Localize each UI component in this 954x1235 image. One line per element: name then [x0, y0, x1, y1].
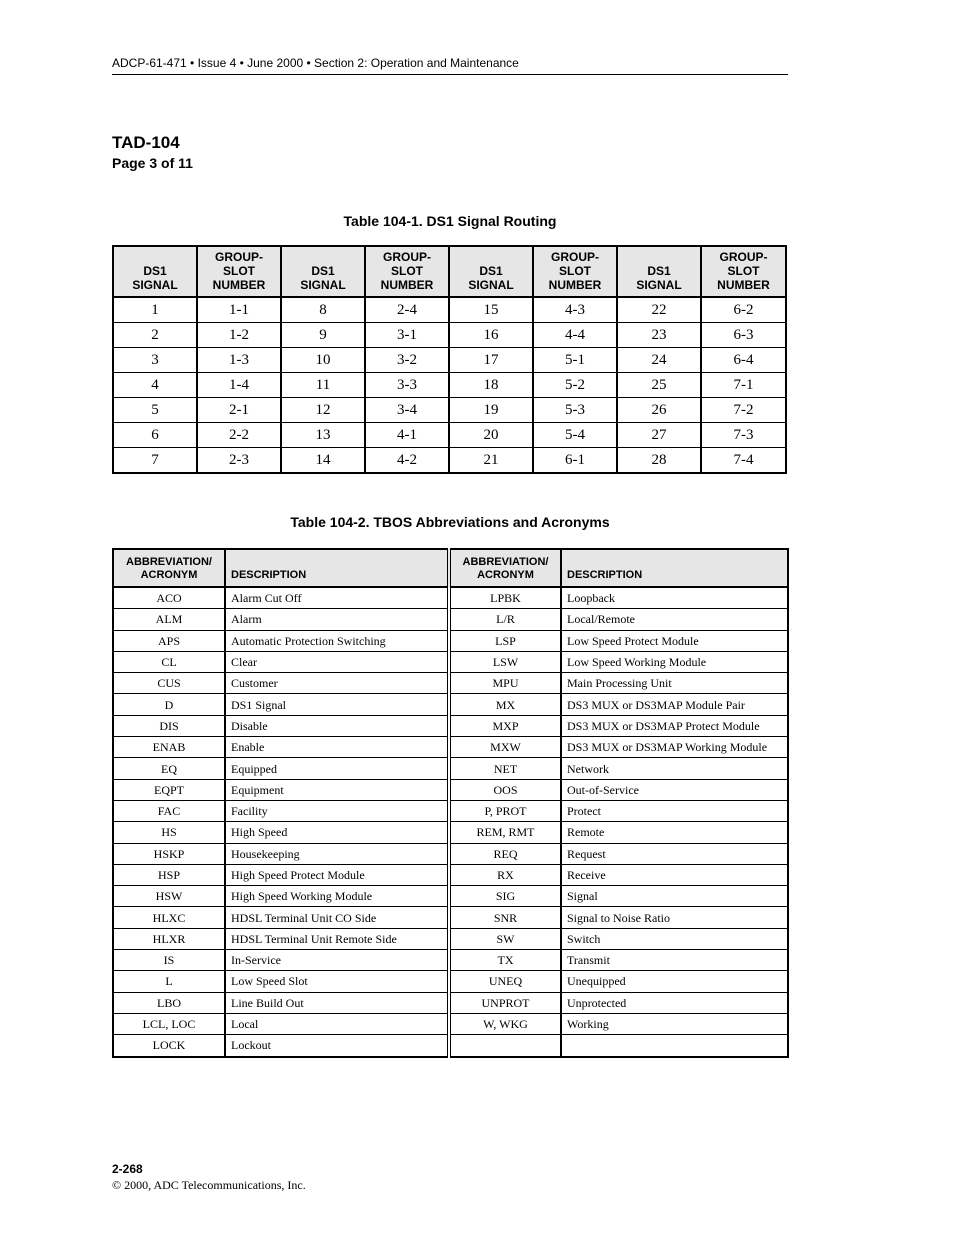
description-cell: DS3 MUX or DS3MAP Protect Module: [561, 715, 788, 736]
group-slot-cell: 6-4: [701, 348, 786, 373]
abbreviation-cell: HSKP: [113, 843, 225, 864]
group-slot-cell: 1-4: [197, 373, 281, 398]
table-row: [113, 992, 788, 1013]
group-slot-cell: 7-3: [701, 423, 786, 448]
abbreviation-cell: LBO: [113, 992, 225, 1013]
description-cell: Local: [225, 1013, 449, 1034]
group-slot-cell: 2-3: [197, 448, 281, 474]
group-slot-cell: 4-2: [365, 448, 449, 474]
column-header-group-slot-number: GROUP- SLOT NUMBER: [701, 246, 786, 297]
abbreviation-cell: APS: [113, 630, 225, 651]
ds1-signal-cell: 23: [617, 323, 701, 348]
description-cell: Remote: [561, 822, 788, 843]
description-cell: Loopback: [561, 587, 788, 609]
column-header-ds1-signal: DS1 SIGNAL: [617, 246, 701, 297]
abbreviation-cell: MPU: [449, 673, 561, 694]
table-row: [113, 651, 788, 672]
description-cell: Signal to Noise Ratio: [561, 907, 788, 928]
table-row: [113, 398, 786, 423]
ds1-signal-cell: 16: [449, 323, 533, 348]
ds1-signal-cell: 11: [281, 373, 365, 398]
description-cell: High Speed: [225, 822, 449, 843]
description-cell: Line Build Out: [225, 992, 449, 1013]
description-cell: In-Service: [225, 950, 449, 971]
description-cell: Equipped: [225, 758, 449, 779]
tbos-abbreviations-table: [112, 548, 789, 1058]
description-cell: Working: [561, 1013, 788, 1034]
abbreviation-cell: NET: [449, 758, 561, 779]
abbreviation-cell: CUS: [113, 673, 225, 694]
column-header-group-slot-number: GROUP- SLOT NUMBER: [533, 246, 617, 297]
abbreviation-cell: CL: [113, 651, 225, 672]
abbreviation-cell: RX: [449, 864, 561, 885]
description-cell: Alarm: [225, 609, 449, 630]
ds1-signal-cell: 15: [449, 297, 533, 323]
table-row: [113, 779, 788, 800]
ds1-signal-cell: 13: [281, 423, 365, 448]
description-cell: Protect: [561, 800, 788, 821]
abbreviation-cell: MX: [449, 694, 561, 715]
table-row: [113, 1013, 788, 1034]
table-row: [113, 822, 788, 843]
description-cell: Enable: [225, 737, 449, 758]
table-row: [113, 758, 788, 779]
abbreviation-cell: MXW: [449, 737, 561, 758]
abbreviation-cell: HSP: [113, 864, 225, 885]
abbreviation-cell: HS: [113, 822, 225, 843]
description-cell: Low Speed Working Module: [561, 651, 788, 672]
description-cell: Low Speed Slot: [225, 971, 449, 992]
abbreviation-cell: SW: [449, 928, 561, 949]
abbreviation-cell: HLXR: [113, 928, 225, 949]
abbreviation-cell: W, WKG: [449, 1013, 561, 1034]
table-row: [113, 843, 788, 864]
table-row: [113, 907, 788, 928]
description-cell: Unequipped: [561, 971, 788, 992]
column-header-group-slot-number: GROUP- SLOT NUMBER: [197, 246, 281, 297]
ds1-signal-cell: 20: [449, 423, 533, 448]
description-cell: Switch: [561, 928, 788, 949]
table-row: [113, 348, 786, 373]
table-row: [113, 1035, 788, 1057]
group-slot-cell: 5-1: [533, 348, 617, 373]
column-header-abbreviation: ABBREVIATION/ ACRONYM: [113, 549, 225, 587]
abbreviation-cell: SNR: [449, 907, 561, 928]
description-cell: Disable: [225, 715, 449, 736]
ds1-signal-cell: 25: [617, 373, 701, 398]
column-header-ds1-signal: DS1 SIGNAL: [113, 246, 197, 297]
group-slot-cell: 2-4: [365, 297, 449, 323]
description-cell: DS3 MUX or DS3MAP Module Pair: [561, 694, 788, 715]
group-slot-cell: 6-1: [533, 448, 617, 474]
column-header-ds1-signal: DS1 SIGNAL: [281, 246, 365, 297]
description-cell: Transmit: [561, 950, 788, 971]
abbr-table-body: [113, 587, 788, 1057]
abbr-header-row: [113, 549, 788, 587]
abbreviation-cell: HSW: [113, 886, 225, 907]
table-row: [113, 971, 788, 992]
ds1-signal-cell: 1: [113, 297, 197, 323]
table-row: [113, 609, 788, 630]
ds1-signal-cell: 7: [113, 448, 197, 474]
abbreviation-cell: EQPT: [113, 779, 225, 800]
abbreviation-cell: LSW: [449, 651, 561, 672]
description-cell: High Speed Working Module: [225, 886, 449, 907]
ds1-signal-cell: 26: [617, 398, 701, 423]
ds1-table-body: [113, 297, 786, 473]
description-cell: HDSL Terminal Unit CO Side: [225, 907, 449, 928]
description-cell: Clear: [225, 651, 449, 672]
description-cell: Facility: [225, 800, 449, 821]
group-slot-cell: 6-3: [701, 323, 786, 348]
abbreviation-cell: D: [113, 694, 225, 715]
abbreviation-cell: TX: [449, 950, 561, 971]
group-slot-cell: 7-1: [701, 373, 786, 398]
group-slot-cell: 5-4: [533, 423, 617, 448]
ds1-signal-cell: 27: [617, 423, 701, 448]
column-header-description: DESCRIPTION: [225, 549, 449, 587]
table-row: [113, 694, 788, 715]
description-cell: High Speed Protect Module: [225, 864, 449, 885]
table-row: [113, 630, 788, 651]
table-row: [113, 864, 788, 885]
abbreviation-cell: L/R: [449, 609, 561, 630]
description-cell: Automatic Protection Switching: [225, 630, 449, 651]
group-slot-cell: 5-3: [533, 398, 617, 423]
description-cell: [561, 1035, 788, 1057]
group-slot-cell: 3-3: [365, 373, 449, 398]
abbreviation-cell: [449, 1035, 561, 1057]
table-row: [113, 928, 788, 949]
ds1-header-row: [113, 246, 786, 297]
table-row: [113, 737, 788, 758]
ds1-signal-cell: 4: [113, 373, 197, 398]
group-slot-cell: 1-2: [197, 323, 281, 348]
group-slot-cell: 7-4: [701, 448, 786, 474]
group-slot-cell: 3-4: [365, 398, 449, 423]
group-slot-cell: 3-2: [365, 348, 449, 373]
ds1-signal-cell: 9: [281, 323, 365, 348]
table-row: [113, 715, 788, 736]
ds1-signal-cell: 21: [449, 448, 533, 474]
description-cell: Alarm Cut Off: [225, 587, 449, 609]
document-id: TAD-104: [112, 133, 180, 152]
description-cell: Equipment: [225, 779, 449, 800]
abbreviation-cell: LSP: [449, 630, 561, 651]
abbreviation-cell: IS: [113, 950, 225, 971]
abbreviation-cell: FAC: [113, 800, 225, 821]
description-cell: Network: [561, 758, 788, 779]
ds1-signal-cell: 17: [449, 348, 533, 373]
ds1-signal-cell: 22: [617, 297, 701, 323]
column-header-group-slot-number: GROUP- SLOT NUMBER: [365, 246, 449, 297]
abbreviation-cell: UNPROT: [449, 992, 561, 1013]
abbreviation-cell: LOCK: [113, 1035, 225, 1057]
ds1-signal-cell: 18: [449, 373, 533, 398]
group-slot-cell: 4-4: [533, 323, 617, 348]
ds1-signal-cell: 19: [449, 398, 533, 423]
table-row: [113, 886, 788, 907]
description-cell: Customer: [225, 673, 449, 694]
abbreviation-cell: UNEQ: [449, 971, 561, 992]
description-cell: Signal: [561, 886, 788, 907]
description-cell: Low Speed Protect Module: [561, 630, 788, 651]
table-row: [113, 423, 786, 448]
table-row: [113, 950, 788, 971]
ds1-table-title: Table 104-1. DS1 Signal Routing: [343, 213, 557, 229]
table-row: [113, 800, 788, 821]
abbreviation-cell: REQ: [449, 843, 561, 864]
description-cell: Unprotected: [561, 992, 788, 1013]
table-row: [113, 673, 788, 694]
page-indicator: Page 3 of 11: [112, 155, 193, 171]
abbreviation-cell: ACO: [113, 587, 225, 609]
group-slot-cell: 7-2: [701, 398, 786, 423]
column-header-abbreviation: ABBREVIATION/ ACRONYM: [449, 549, 561, 587]
header-rule: [112, 74, 788, 75]
group-slot-cell: 4-1: [365, 423, 449, 448]
description-cell: Request: [561, 843, 788, 864]
ds1-signal-cell: 3: [113, 348, 197, 373]
ds1-signal-cell: 2: [113, 323, 197, 348]
group-slot-cell: 6-2: [701, 297, 786, 323]
ds1-signal-cell: 8: [281, 297, 365, 323]
ds1-signal-cell: 5: [113, 398, 197, 423]
abbreviation-cell: ENAB: [113, 737, 225, 758]
abbreviation-cell: LCL, LOC: [113, 1013, 225, 1034]
group-slot-cell: 2-1: [197, 398, 281, 423]
description-cell: DS1 Signal: [225, 694, 449, 715]
ds1-signal-cell: 28: [617, 448, 701, 474]
ds1-signal-routing-table: [112, 245, 787, 474]
description-cell: Local/Remote: [561, 609, 788, 630]
abbreviation-cell: ALM: [113, 609, 225, 630]
ds1-signal-cell: 14: [281, 448, 365, 474]
abbreviation-cell: DIS: [113, 715, 225, 736]
abbr-table-title: Table 104-2. TBOS Abbreviations and Acronyms: [290, 514, 610, 530]
group-slot-cell: 3-1: [365, 323, 449, 348]
table-row: [113, 297, 786, 323]
group-slot-cell: 1-3: [197, 348, 281, 373]
group-slot-cell: 5-2: [533, 373, 617, 398]
description-cell: HDSL Terminal Unit Remote Side: [225, 928, 449, 949]
group-slot-cell: 2-2: [197, 423, 281, 448]
ds1-signal-cell: 12: [281, 398, 365, 423]
abbreviation-cell: OOS: [449, 779, 561, 800]
description-cell: Lockout: [225, 1035, 449, 1057]
abbreviation-cell: SIG: [449, 886, 561, 907]
running-header: ADCP-61-471 • Issue 4 • June 2000 • Section 2: Operation and Maintenance: [112, 56, 519, 70]
table-row: [113, 587, 788, 609]
abbreviation-cell: HLXC: [113, 907, 225, 928]
ds1-signal-cell: 6: [113, 423, 197, 448]
abbreviation-cell: REM, RMT: [449, 822, 561, 843]
footer-copyright: © 2000, ADC Telecommunications, Inc.: [112, 1178, 306, 1192]
ds1-signal-cell: 24: [617, 348, 701, 373]
abbreviation-cell: P, PROT: [449, 800, 561, 821]
ds1-signal-cell: 10: [281, 348, 365, 373]
table-row: [113, 448, 786, 474]
table-row: [113, 373, 786, 398]
abbreviation-cell: L: [113, 971, 225, 992]
description-cell: Housekeeping: [225, 843, 449, 864]
column-header-description: DESCRIPTION: [561, 549, 788, 587]
description-cell: DS3 MUX or DS3MAP Working Module: [561, 737, 788, 758]
group-slot-cell: 1-1: [197, 297, 281, 323]
abbreviation-cell: LPBK: [449, 587, 561, 609]
description-cell: Main Processing Unit: [561, 673, 788, 694]
table-row: [113, 323, 786, 348]
abbreviation-cell: EQ: [113, 758, 225, 779]
group-slot-cell: 4-3: [533, 297, 617, 323]
description-cell: Receive: [561, 864, 788, 885]
column-header-ds1-signal: DS1 SIGNAL: [449, 246, 533, 297]
description-cell: Out-of-Service: [561, 779, 788, 800]
abbreviation-cell: MXP: [449, 715, 561, 736]
footer-page-number: 2-268: [112, 1162, 143, 1176]
